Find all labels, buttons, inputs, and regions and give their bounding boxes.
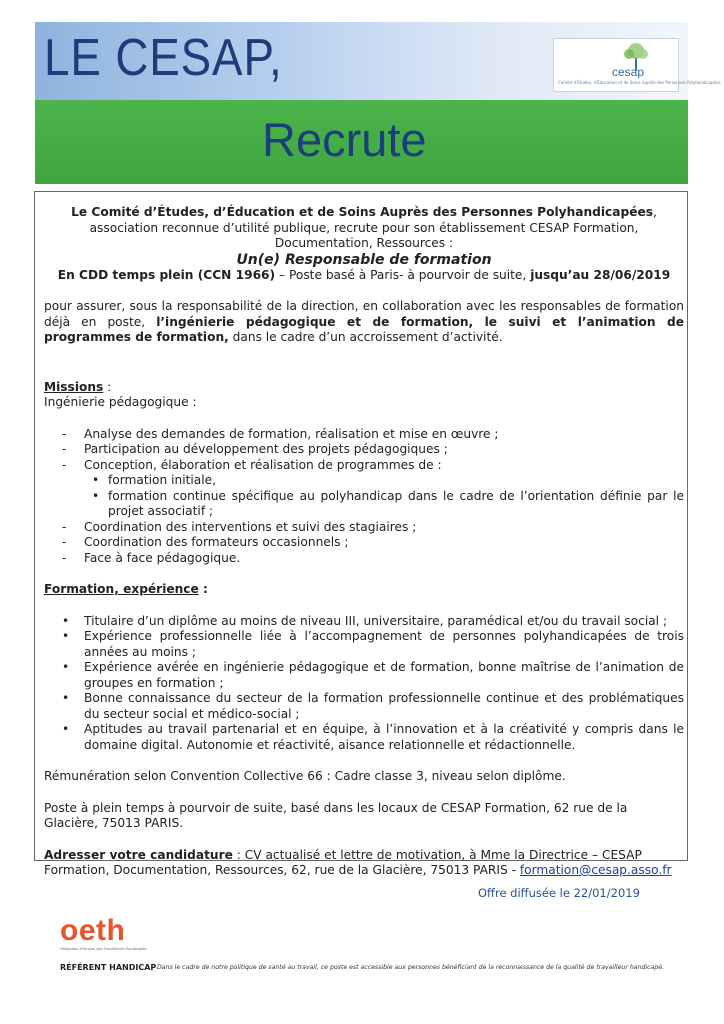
list-item: • Expérience professionnelle liée à l’accompagnement de personnes polyhandicapées de trois années au moins ; (44, 629, 684, 660)
list-item: - Coordination des formateurs occasionnels ; (44, 535, 684, 551)
purpose-part2: dans le cadre d’un accroissement d’activité. (228, 330, 503, 344)
missions-heading: Missions (44, 379, 104, 394)
missions-sublist (84, 473, 684, 520)
oeth-logo: oeth (60, 914, 126, 947)
remuneration: Rémunération selon Convention Collective 66 : Cadre classe 3, niveau selon diplôme. (44, 769, 566, 783)
logo-word: cesap (612, 65, 645, 79)
cesap-logo (553, 38, 721, 92)
formation-heading-suffix: : (198, 582, 208, 596)
contract-location: – Poste basé à Paris- à pourvoir de suite, (275, 267, 531, 282)
list-item: - Face à face pédagogique. (44, 551, 684, 567)
job-title: Un(e) Responsable de formation (236, 251, 492, 268)
list-item: - Coordination des interventions et suivi des stagiaires ; (44, 520, 684, 536)
intro-paragraph (44, 205, 684, 252)
missions-heading-line (44, 380, 684, 396)
list-item: • formation initiale, (84, 473, 684, 489)
offer-date: Offre diffusée le 22/01/2019 (478, 886, 640, 900)
formation-heading: Formation, expérience (44, 582, 199, 596)
purpose-part1: pour assurer, sous la responsabilité de la direction, en collaboration avec les responsables de formation déjà en poste, (44, 299, 684, 329)
job-offer-content (44, 205, 684, 879)
job-contract (44, 268, 684, 284)
list-item: • Titulaire d’un diplôme au moins de niveau III, universitaire, paramédical et/ou du travail social ; (44, 614, 684, 630)
list-item: • formation continue spécifique au polyhandicap dans le cadre de l’orientation définie par le projet associatif ; (84, 489, 684, 520)
location: Poste à plein temps à pourvoir de suite, basé dans les locaux de CESAP Formation, 62 rue de la Glacière, 75013 PARIS. (44, 800, 628, 830)
header-subtitle: Recrute (262, 113, 427, 166)
email-link[interactable]: formation@cesap.asso.fr (519, 863, 672, 877)
list-item: • Aptitudes au travail partenarial et en équipe, à l’innovation et à la créativité y compris dans le domaine digital. Autonomie et réactivité, aisance relationnelle et rédactionnelle. (44, 722, 684, 753)
apply-text: : CV actualisé et lettre de motivation, à Mme la Directrice – CESAP Formation, Documentation, Ressources, 62, rue de la Glacière, 75013 PARIS - (44, 847, 642, 877)
purpose-bold: l’ingénierie pédagogique et de formation, le suivi et l’animation de programmes de formation, (44, 314, 684, 344)
list-item: • Expérience avérée en ingénierie pédagogique et de formation, bonne maîtrise de l’animation de groupes en formation ; (44, 660, 684, 691)
contract-type: En CDD temps plein (CCN 1966) (57, 267, 276, 282)
handicap-note: Dans le cadre de notre politique de santé au travail, ce poste est accessible aux personnes bénéficiant de la reconnaissance de la qualité de travailleur handicapé. (157, 964, 665, 971)
oeth-tagline: Obligation d'Emploi des Travailleurs Handicapés (60, 947, 147, 951)
handicap-label: RÉFÉRENT HANDICAP (60, 963, 157, 972)
org-name: Le Comité d’Études, d’Éducation et de Soins Auprès des Personnes Polyhandicapées (71, 205, 654, 219)
logo-tagline: Comité d'Études, d'Éducation et de Soins Auprès des Personnes Polyhandicapées (558, 80, 721, 85)
list-item: - Analyse des demandes de formation, réalisation et mise en œuvre ; (44, 427, 684, 443)
contract-until: jusqu’au 28/06/2019 (530, 267, 671, 282)
apply-label: Adresser votre candidature (44, 847, 233, 862)
missions-list (44, 427, 684, 567)
apply-paragraph (44, 848, 684, 879)
list-item: • Bonne connaissance du secteur de la formation professionnelle continue et des problématiques du secteur social et médico-social ; (44, 691, 684, 722)
list-item (44, 458, 684, 520)
missions-heading-suffix: : (103, 379, 112, 394)
list-item: - Participation au développement des projets pédagogiques ; (44, 442, 684, 458)
intro-text: , association reconnue d’utilité publique, recrute pour son établissement CESAP Formation, Documentation, Ressources : (89, 205, 657, 250)
formation-heading-line (44, 582, 684, 598)
header-title: LE CESAP, (44, 29, 283, 87)
purpose-paragraph (44, 299, 684, 346)
formation-list (44, 614, 684, 754)
missions-subheading: Ingénierie pédagogique : (44, 395, 197, 409)
list-item-text: Conception, élaboration et réalisation de programmes de : (84, 457, 442, 472)
